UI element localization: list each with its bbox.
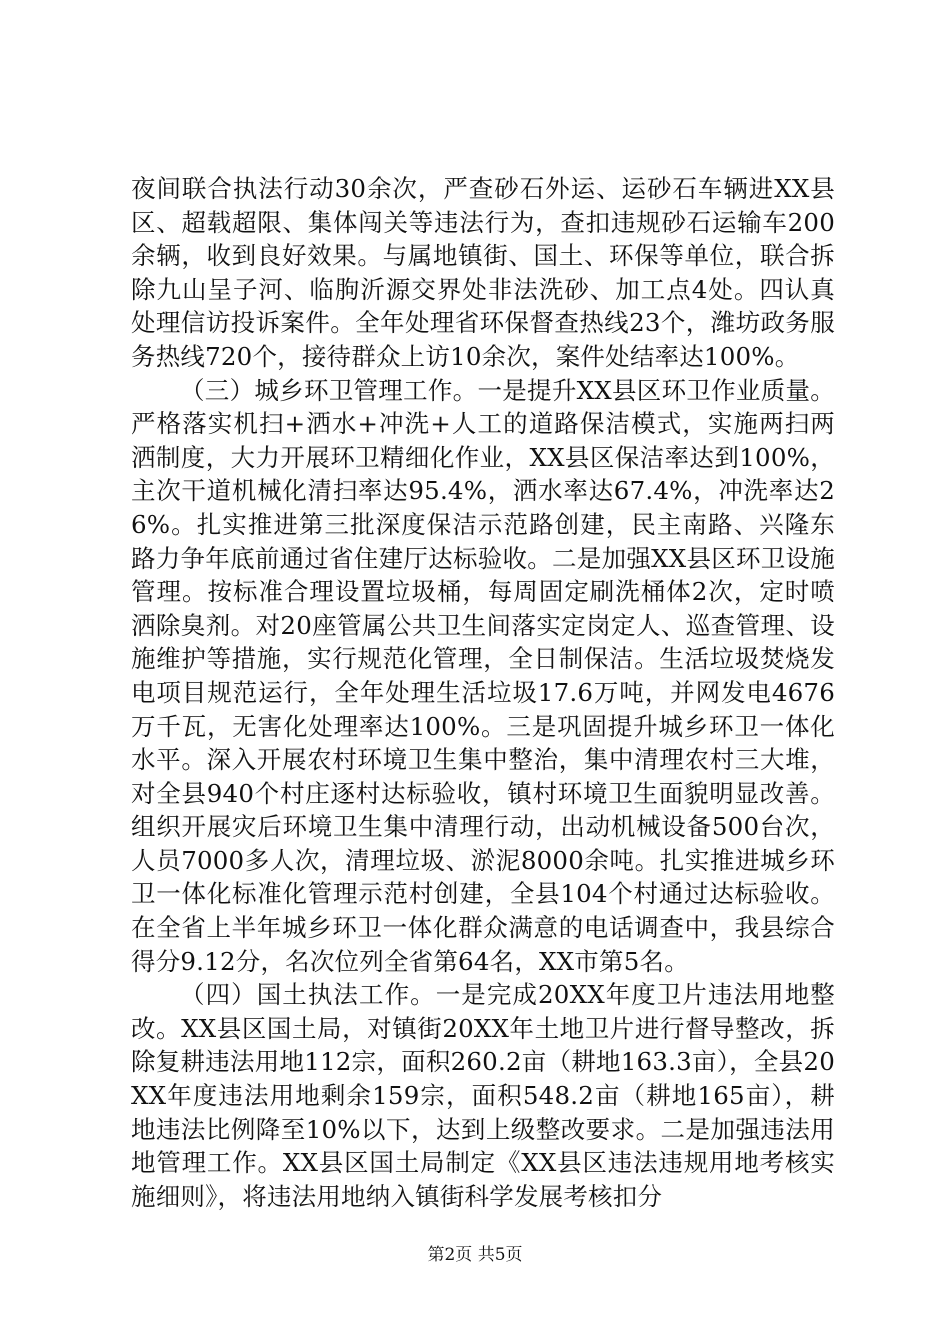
document-body	[131, 172, 835, 1213]
paragraph-3: （四）国土执法工作。一是完成20XX年度卫片违法用地整改。XX县区国土局，对镇街20XX年土地卫片进行督导整改，拆除复耕违法用地112宗，面积260.2亩（耕地163.3亩），全县20XX年度违法用地剩余159宗，面积548.2亩（耕地165亩），耕地违法比例降至10%以下，达到上级整改要求。二是加强违法用地管理工作。XX县区国土局制定《XX县区违法违规用地考核实施细则》，将违法用地纳入镇街科学发展考核扣分	[131, 980, 835, 1211]
paragraph-2: （三）城乡环卫管理工作。一是提升XX县区环卫作业质量。严格落实机扫+洒水+冲洗+人工的道路保洁模式，实施两扫两洒制度，大力开展环卫精细化作业，XX县区保洁率达到100%，主次干道机械化清扫率达95.4%，洒水率达67.4%，冲洗率达26%。扎实推进第三批深度保洁示范路创建，民主南路、兴隆东路力争年底前通过省住建厅达标验收。二是加强XX县区环卫设施管理。按标准合理设置垃圾桶，每周固定刷洗桶体2次，定时喷洒除臭剂。对20座管属公共卫生间落实定岗定人、巡查管理、设施维护等措施，实行规范化管理，全日制保洁。生活垃圾焚烧发电项目规范运行，全年处理生活垃圾17.6万吨，并网发电4676万千瓦，无害化处理率达100%。三是巩固提升城乡环卫一体化水平。深入开展农村环境卫生集中整治，集中清理农村三大堆，对全县940个村庄逐村达标验收，镇村环境卫生面貌明显改善。组织开展灾后环境卫生集中清理行动，出动机械设备500台次，人员7000多人次，清理垃圾、淤泥8000余吨。扎实推进城乡环卫一体化标准化管理示范村创建，全县104个村通过达标验收。在全省上半年城乡环卫一体化群众满意的电话调查中，我县综合得分9.12分，名次位列全省第64名，XX市第5名。	[131, 375, 835, 976]
page-number-footer: 第2页 共5页	[427, 1245, 523, 1265]
paragraph-1: 夜间联合执法行动30余次，严查砂石外运、运砂石车辆进XX县区、超载超限、集体闯关等违法行为，查扣违规砂石运输车200余辆，收到良好效果。与属地镇街、国土、环保等单位，联合拆除九山呈子河、临朐沂源交界处非法洗砂、加工点4处。四认真处理信访投诉案件。全年处理省环保督查热线23个，潍坊政务服务热线720个，接待群众上访10余次，案件处结率达100%。	[131, 174, 835, 371]
